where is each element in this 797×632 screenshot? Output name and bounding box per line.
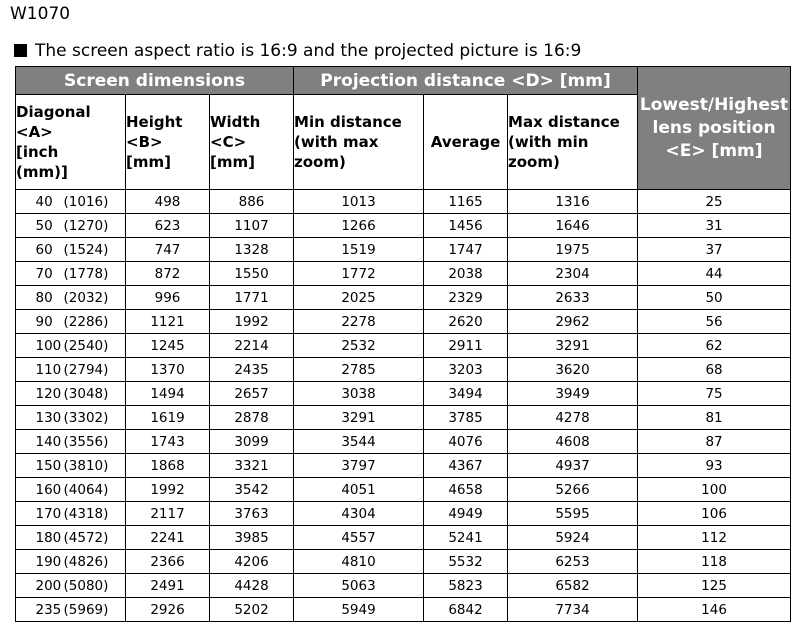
header-line: (with min xyxy=(508,133,589,151)
diagonal-mm: (2032) xyxy=(63,289,109,306)
cell-min: 5063 xyxy=(294,574,424,598)
header-line: Max distance xyxy=(508,113,620,131)
diagonal-inch: 140 xyxy=(35,433,62,450)
header-line: [inch xyxy=(16,143,59,161)
cell-avg: 4949 xyxy=(424,502,508,526)
cell-width: 3321 xyxy=(210,454,294,478)
header-diagonal xyxy=(16,95,126,190)
diagonal-mm: (3302) xyxy=(63,409,109,426)
cell-max: 6253 xyxy=(508,550,638,574)
cell-lens: 146 xyxy=(638,598,791,622)
cell-max: 1316 xyxy=(508,190,638,214)
cell-max: 7734 xyxy=(508,598,638,622)
diagonal-mm: (2794) xyxy=(63,361,109,378)
table-row xyxy=(16,478,791,502)
cell-min: 4304 xyxy=(294,502,424,526)
diagonal-inch: 200 xyxy=(35,577,62,594)
cell-lens: 100 xyxy=(638,478,791,502)
cell-height: 872 xyxy=(126,262,210,286)
cell-diagonal xyxy=(16,550,126,574)
cell-avg: 3203 xyxy=(424,358,508,382)
table-row xyxy=(16,238,791,262)
header-line: <C> xyxy=(210,133,247,151)
cell-width: 1328 xyxy=(210,238,294,262)
cell-lens: 93 xyxy=(638,454,791,478)
cell-max: 5924 xyxy=(508,526,638,550)
cell-max: 3291 xyxy=(508,334,638,358)
cell-height: 1992 xyxy=(126,478,210,502)
diagonal-inch: 130 xyxy=(35,409,62,426)
cell-width: 2878 xyxy=(210,406,294,430)
cell-diagonal xyxy=(16,478,126,502)
cell-max: 4937 xyxy=(508,454,638,478)
cell-min: 2278 xyxy=(294,310,424,334)
cell-width: 1107 xyxy=(210,214,294,238)
cell-avg: 1456 xyxy=(424,214,508,238)
diagonal-mm: (1778) xyxy=(63,265,109,282)
header-line: Lowest/Highest xyxy=(639,94,789,115)
header-line: zoom) xyxy=(508,153,560,171)
cell-diagonal xyxy=(16,598,126,622)
cell-max: 6582 xyxy=(508,574,638,598)
cell-avg: 1165 xyxy=(424,190,508,214)
diagonal-mm: (2540) xyxy=(63,337,109,354)
cell-diagonal xyxy=(16,334,126,358)
cell-max: 5266 xyxy=(508,478,638,502)
cell-avg: 5823 xyxy=(424,574,508,598)
table-row xyxy=(16,358,791,382)
cell-height: 1619 xyxy=(126,406,210,430)
cell-diagonal xyxy=(16,190,126,214)
diagonal-mm: (4826) xyxy=(63,553,109,570)
diagonal-mm: (1016) xyxy=(63,193,109,210)
cell-min: 3544 xyxy=(294,430,424,454)
cell-height: 1868 xyxy=(126,454,210,478)
header-line: Min distance xyxy=(294,113,402,131)
cell-diagonal xyxy=(16,238,126,262)
cell-height: 2926 xyxy=(126,598,210,622)
cell-height: 1743 xyxy=(126,430,210,454)
diagonal-mm: (5080) xyxy=(63,577,109,594)
header-height xyxy=(126,95,210,190)
cell-width: 2214 xyxy=(210,334,294,358)
diagonal-mm: (5969) xyxy=(63,601,109,618)
cell-min: 3291 xyxy=(294,406,424,430)
cell-width: 3542 xyxy=(210,478,294,502)
cell-lens: 50 xyxy=(638,286,791,310)
cell-avg: 4076 xyxy=(424,430,508,454)
table-row xyxy=(16,190,791,214)
header-line: [mm] xyxy=(126,153,171,171)
cell-diagonal xyxy=(16,526,126,550)
header-projection-distance: Projection distance <D> [mm] xyxy=(294,67,638,95)
cell-min: 1013 xyxy=(294,190,424,214)
cell-height: 623 xyxy=(126,214,210,238)
diagonal-inch: 190 xyxy=(35,553,62,570)
cell-lens: 106 xyxy=(638,502,791,526)
cell-min: 3797 xyxy=(294,454,424,478)
cell-max: 2304 xyxy=(508,262,638,286)
cell-avg: 5532 xyxy=(424,550,508,574)
cell-lens: 56 xyxy=(638,310,791,334)
cell-height: 2491 xyxy=(126,574,210,598)
projection-table xyxy=(15,66,791,622)
cell-width: 1550 xyxy=(210,262,294,286)
table-row xyxy=(16,598,791,622)
cell-max: 1646 xyxy=(508,214,638,238)
cell-width: 2657 xyxy=(210,382,294,406)
cell-width: 5202 xyxy=(210,598,294,622)
diagonal-inch: 170 xyxy=(35,505,62,522)
cell-height: 498 xyxy=(126,190,210,214)
cell-lens: 31 xyxy=(638,214,791,238)
cell-lens: 44 xyxy=(638,262,791,286)
cell-avg: 3785 xyxy=(424,406,508,430)
cell-max: 3620 xyxy=(508,358,638,382)
cell-height: 1121 xyxy=(126,310,210,334)
cell-diagonal xyxy=(16,574,126,598)
cell-height: 1494 xyxy=(126,382,210,406)
cell-diagonal xyxy=(16,502,126,526)
header-min-distance xyxy=(294,95,424,190)
subtitle-text: The screen aspect ratio is 16:9 and the projected picture is 16:9 xyxy=(35,41,582,61)
header-line: Width xyxy=(210,113,261,131)
cell-avg: 2620 xyxy=(424,310,508,334)
cell-diagonal xyxy=(16,454,126,478)
header-line: <E> [mm] xyxy=(665,140,763,161)
diagonal-mm: (2286) xyxy=(63,313,109,330)
cell-lens: 37 xyxy=(638,238,791,262)
cell-avg: 2911 xyxy=(424,334,508,358)
cell-avg: 2038 xyxy=(424,262,508,286)
cell-height: 1245 xyxy=(126,334,210,358)
cell-min: 5949 xyxy=(294,598,424,622)
diagonal-mm: (3048) xyxy=(63,385,109,402)
cell-height: 747 xyxy=(126,238,210,262)
table-row xyxy=(16,550,791,574)
cell-lens: 87 xyxy=(638,430,791,454)
cell-lens: 118 xyxy=(638,550,791,574)
cell-width: 3099 xyxy=(210,430,294,454)
cell-lens: 62 xyxy=(638,334,791,358)
header-width xyxy=(210,95,294,190)
cell-min: 1519 xyxy=(294,238,424,262)
diagonal-inch: 60 xyxy=(35,241,53,258)
cell-max: 4608 xyxy=(508,430,638,454)
cell-lens: 68 xyxy=(638,358,791,382)
header-line: <A> xyxy=(16,123,53,141)
cell-max: 3949 xyxy=(508,382,638,406)
diagonal-inch: 180 xyxy=(35,529,62,546)
cell-max: 1975 xyxy=(508,238,638,262)
bullet-square-icon xyxy=(14,44,27,57)
cell-width: 886 xyxy=(210,190,294,214)
diagonal-mm: (4318) xyxy=(63,505,109,522)
diagonal-inch: 100 xyxy=(35,337,62,354)
cell-width: 2435 xyxy=(210,358,294,382)
header-screen-dimensions: Screen dimensions xyxy=(16,67,294,95)
header-line: (with max xyxy=(294,133,379,151)
cell-height: 996 xyxy=(126,286,210,310)
cell-lens: 81 xyxy=(638,406,791,430)
table-row xyxy=(16,454,791,478)
table-row xyxy=(16,262,791,286)
cell-lens: 25 xyxy=(638,190,791,214)
cell-diagonal xyxy=(16,310,126,334)
diagonal-inch: 90 xyxy=(35,313,53,330)
diagonal-inch: 50 xyxy=(35,217,53,234)
header-line: <B> xyxy=(126,133,163,151)
header-line: [mm] xyxy=(210,153,255,171)
cell-min: 3038 xyxy=(294,382,424,406)
diagonal-inch: 160 xyxy=(35,481,62,498)
table-row xyxy=(16,334,791,358)
cell-max: 2633 xyxy=(508,286,638,310)
cell-diagonal xyxy=(16,214,126,238)
model-name: W1070 xyxy=(10,4,71,24)
diagonal-mm: (1524) xyxy=(63,241,109,258)
cell-max: 4278 xyxy=(508,406,638,430)
header-line: Average xyxy=(430,133,501,151)
cell-diagonal xyxy=(16,430,126,454)
cell-lens: 125 xyxy=(638,574,791,598)
diagonal-inch: 70 xyxy=(35,265,53,282)
header-line: Diagonal xyxy=(16,103,91,121)
cell-max: 5595 xyxy=(508,502,638,526)
cell-min: 4810 xyxy=(294,550,424,574)
cell-height: 2241 xyxy=(126,526,210,550)
header-line: zoom) xyxy=(294,153,346,171)
cell-avg: 4367 xyxy=(424,454,508,478)
cell-min: 1266 xyxy=(294,214,424,238)
cell-avg: 5241 xyxy=(424,526,508,550)
cell-width: 1771 xyxy=(210,286,294,310)
cell-width: 4206 xyxy=(210,550,294,574)
cell-lens: 112 xyxy=(638,526,791,550)
table-row xyxy=(16,310,791,334)
diagonal-inch: 235 xyxy=(35,601,62,618)
diagonal-mm: (4572) xyxy=(63,529,109,546)
cell-min: 1772 xyxy=(294,262,424,286)
header-line: Height xyxy=(126,113,183,131)
table-row xyxy=(16,382,791,406)
cell-avg: 3494 xyxy=(424,382,508,406)
table-row xyxy=(16,526,791,550)
cell-lens: 75 xyxy=(638,382,791,406)
header-average xyxy=(424,95,508,190)
diagonal-mm: (4064) xyxy=(63,481,109,498)
cell-avg: 1747 xyxy=(424,238,508,262)
section-subtitle xyxy=(14,41,581,61)
cell-diagonal xyxy=(16,286,126,310)
cell-width: 4428 xyxy=(210,574,294,598)
diagonal-inch: 40 xyxy=(35,193,53,210)
diagonal-inch: 110 xyxy=(35,361,62,378)
cell-min: 4557 xyxy=(294,526,424,550)
diagonal-mm: (3556) xyxy=(63,433,109,450)
cell-height: 2366 xyxy=(126,550,210,574)
diagonal-mm: (1270) xyxy=(63,217,109,234)
cell-diagonal xyxy=(16,262,126,286)
cell-diagonal xyxy=(16,406,126,430)
cell-min: 4051 xyxy=(294,478,424,502)
cell-min: 2532 xyxy=(294,334,424,358)
cell-height: 2117 xyxy=(126,502,210,526)
cell-height: 1370 xyxy=(126,358,210,382)
header-line: (mm)] xyxy=(16,163,68,181)
header-lens-position xyxy=(638,67,791,190)
table-row xyxy=(16,430,791,454)
table-row xyxy=(16,406,791,430)
table-row xyxy=(16,574,791,598)
cell-diagonal xyxy=(16,382,126,406)
cell-min: 2785 xyxy=(294,358,424,382)
cell-avg: 4658 xyxy=(424,478,508,502)
table-row xyxy=(16,502,791,526)
cell-width: 1992 xyxy=(210,310,294,334)
diagonal-inch: 120 xyxy=(35,385,62,402)
table-row xyxy=(16,286,791,310)
header-max-distance xyxy=(508,95,638,190)
table-row xyxy=(16,214,791,238)
cell-min: 2025 xyxy=(294,286,424,310)
diagonal-inch: 150 xyxy=(35,457,62,474)
cell-width: 3763 xyxy=(210,502,294,526)
cell-avg: 6842 xyxy=(424,598,508,622)
diagonal-inch: 80 xyxy=(35,289,53,306)
cell-diagonal xyxy=(16,358,126,382)
diagonal-mm: (3810) xyxy=(63,457,109,474)
cell-width: 3985 xyxy=(210,526,294,550)
header-line: lens position xyxy=(652,117,776,138)
cell-avg: 2329 xyxy=(424,286,508,310)
cell-max: 2962 xyxy=(508,310,638,334)
